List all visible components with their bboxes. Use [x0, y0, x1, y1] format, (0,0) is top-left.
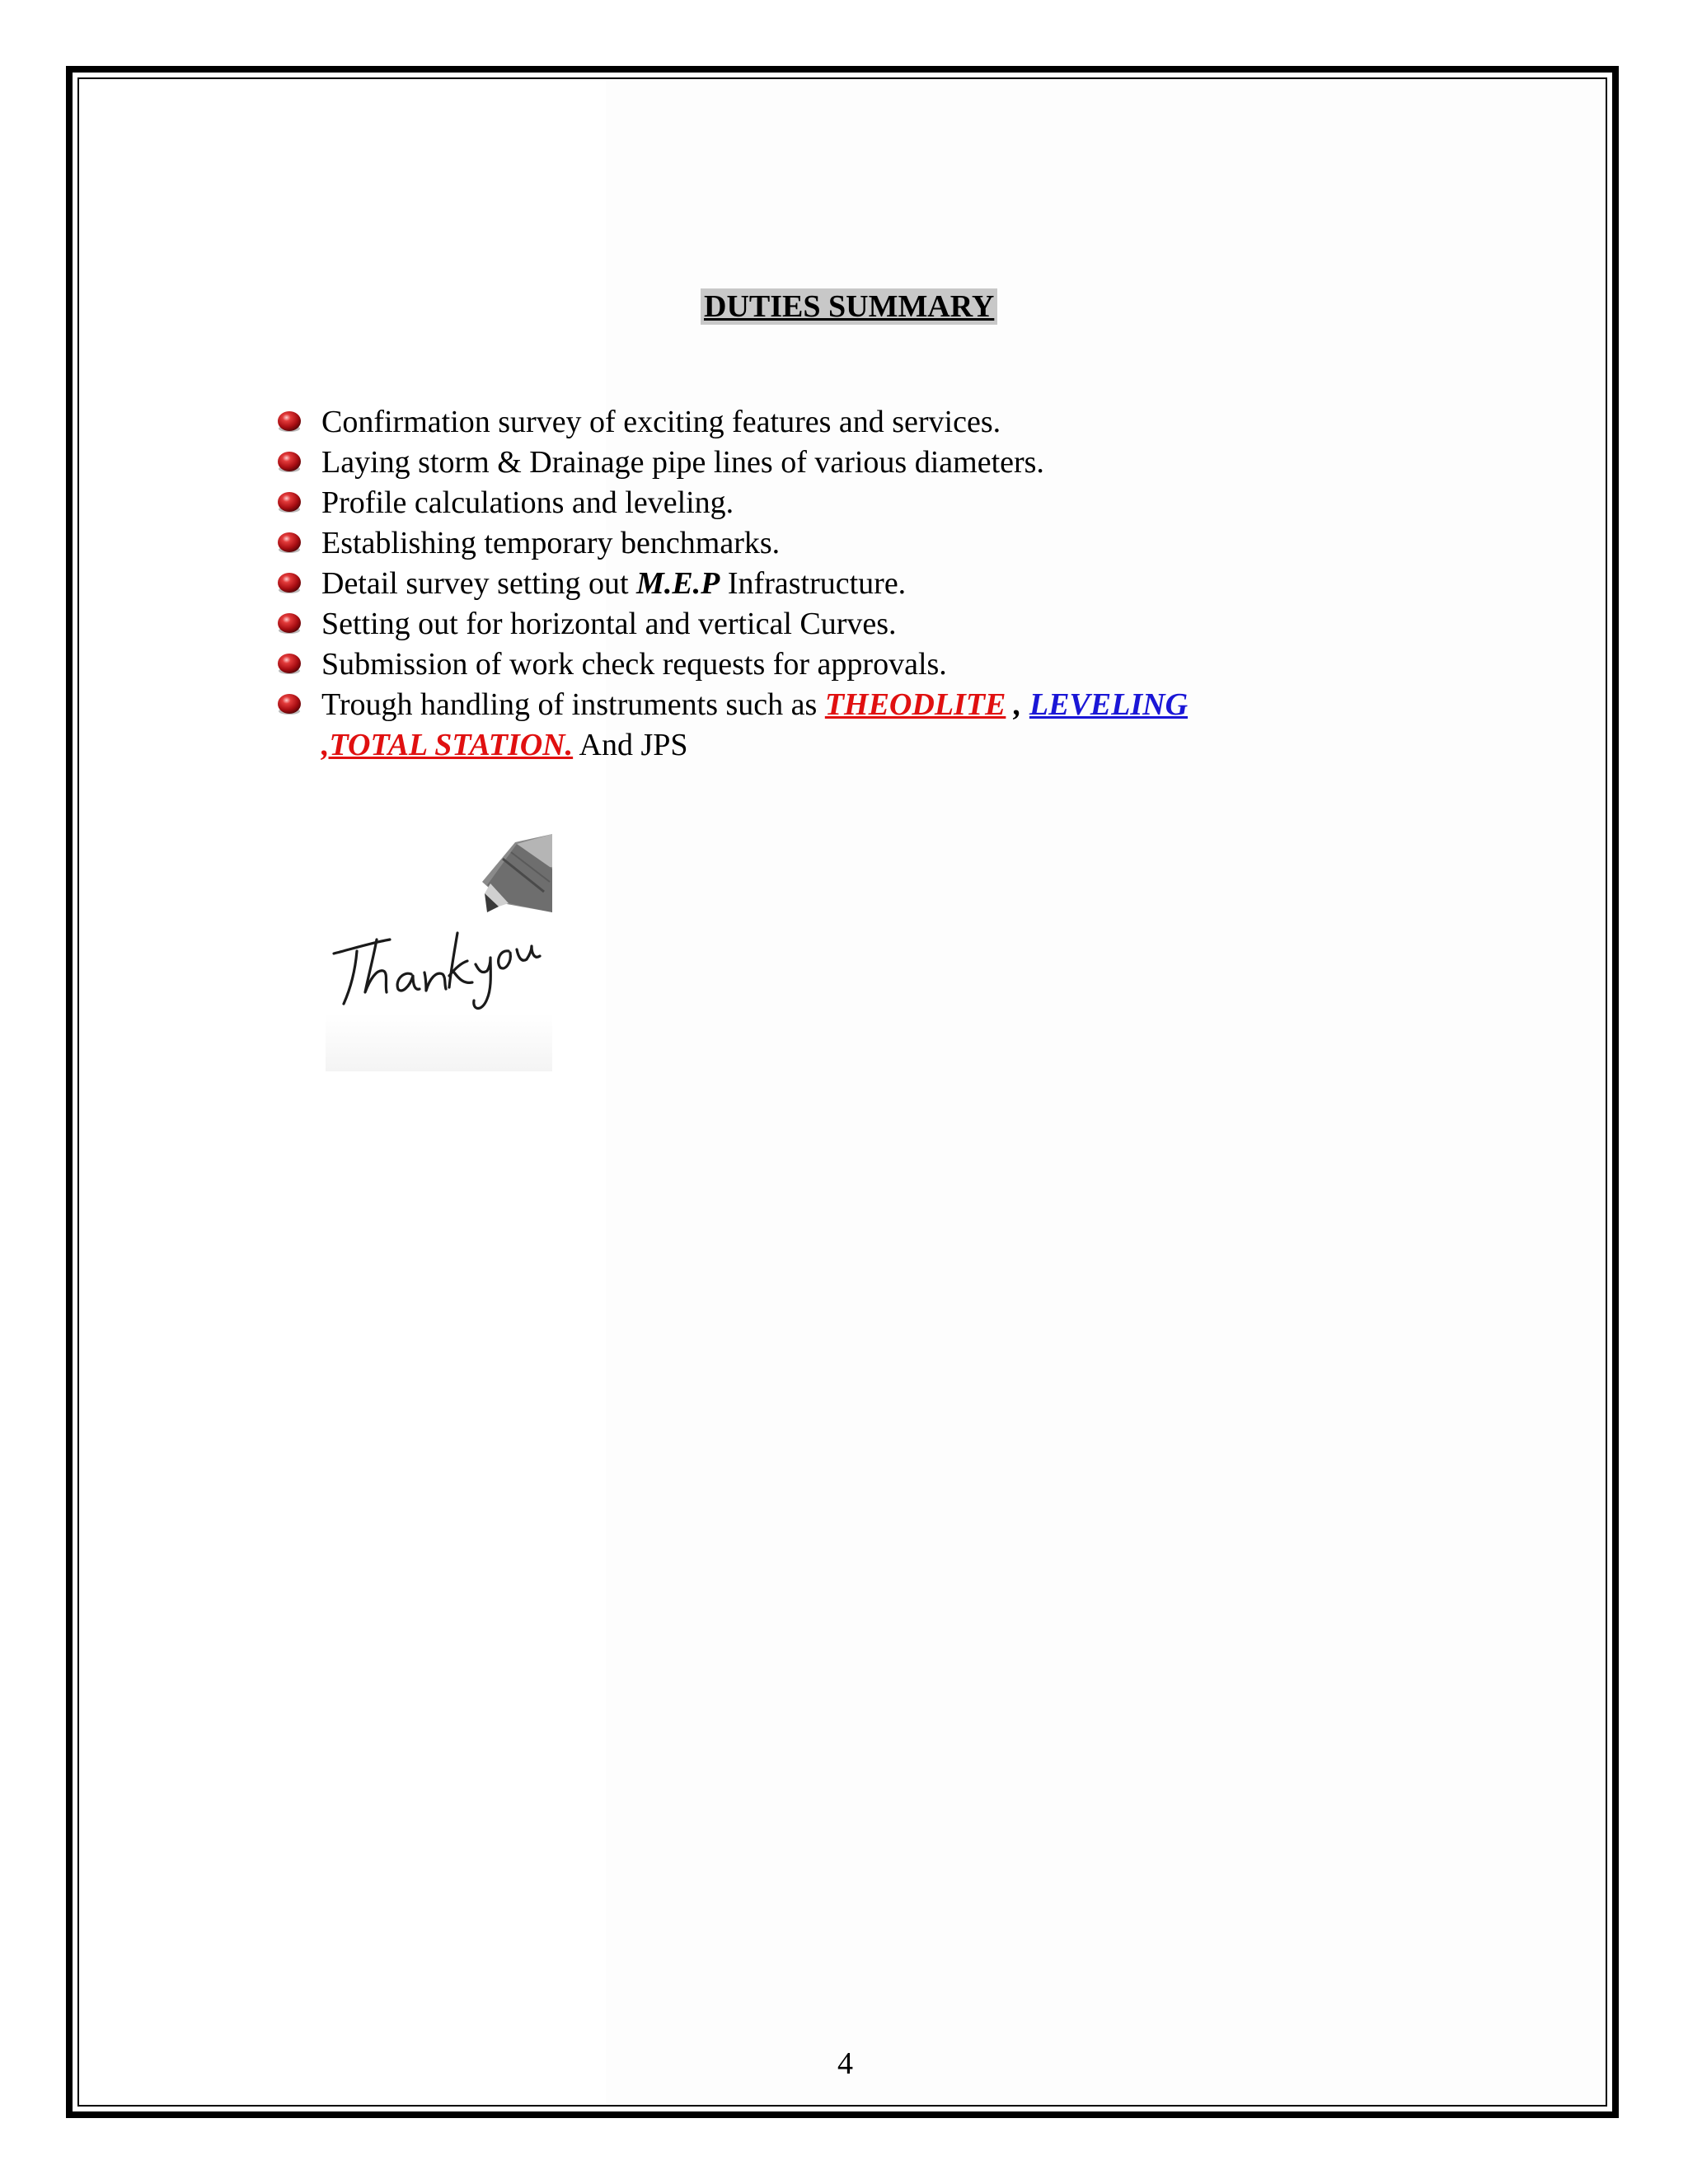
list-item — [276, 604, 1188, 644]
signature-fade — [326, 1014, 552, 1071]
duty-text: Establishing temporary benchmarks. — [321, 526, 781, 560]
duty-text: Confirmation survey of exciting features and services. — [321, 405, 1001, 439]
red-sphere-bullet-icon — [276, 410, 302, 434]
duty-text: Laying storm & Drainage pipe lines of various diameters. — [321, 445, 1044, 480]
duties-summary-heading: DUTIES SUMMARY — [701, 288, 997, 325]
pen-icon — [482, 834, 552, 912]
list-item — [276, 564, 1188, 604]
duty-text-after: Infrastructure. — [720, 566, 907, 601]
duty-text-after: And JPS — [573, 728, 688, 762]
mep-emphasis: M.E.P — [636, 566, 720, 601]
list-item — [276, 443, 1188, 483]
list-item — [276, 685, 1188, 766]
list-item — [276, 523, 1188, 564]
page-number: 4 — [837, 2046, 853, 2081]
red-sphere-bullet-icon — [276, 572, 302, 595]
duty-text-before: Detail survey setting out — [321, 566, 637, 601]
red-sphere-bullet-icon — [276, 612, 302, 635]
theodolite-term: THEODLITE — [824, 687, 1006, 722]
red-sphere-bullet-icon — [276, 451, 302, 474]
duty-text: Setting out for horizontal and vertical Curves. — [321, 607, 897, 641]
duty-text-before: Trough handling of instruments such as — [321, 687, 825, 722]
total-station-term: ,TOTAL STATION. — [321, 728, 574, 762]
red-sphere-bullet-icon — [276, 491, 302, 514]
list-item — [276, 644, 1188, 685]
red-sphere-bullet-icon — [276, 693, 302, 716]
page-border-inner — [77, 77, 1607, 2107]
list-item — [276, 483, 1188, 523]
red-sphere-bullet-icon — [276, 653, 302, 676]
duty-text: Submission of work check requests for approvals. — [321, 647, 947, 682]
duty-text: Profile calculations and leveling. — [321, 485, 734, 520]
leveling-term: LEVELING — [1029, 687, 1189, 722]
red-sphere-bullet-icon — [276, 532, 302, 555]
duties-list — [276, 402, 1188, 766]
list-item — [276, 402, 1188, 443]
term-separator: , — [1006, 687, 1029, 722]
